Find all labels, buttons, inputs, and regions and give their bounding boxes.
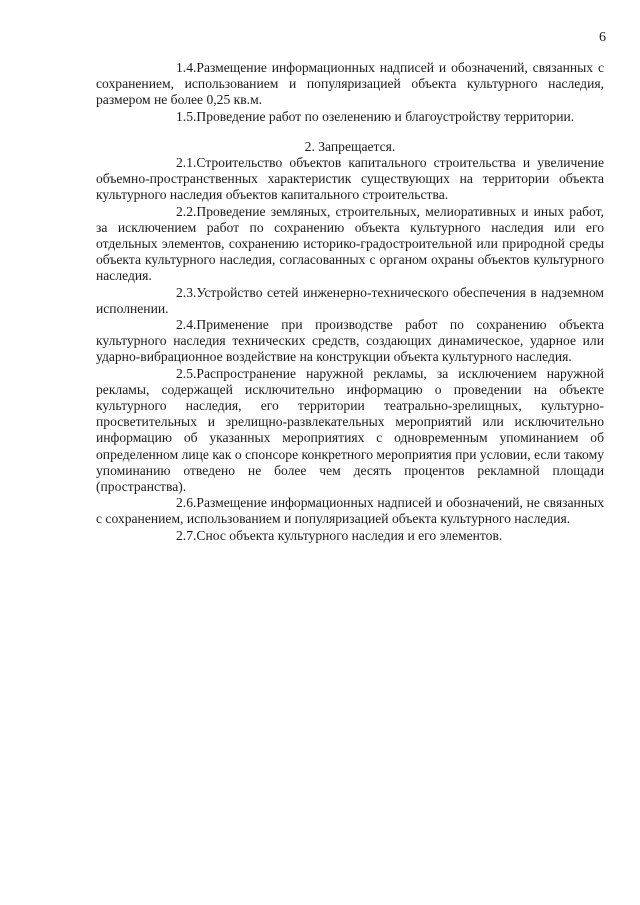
item-text: Применение при производстве работ по сохранению объекта культурного наследия технических средств, создающих динамическое, ударное или ударно-вибрационное воздействие на конструкции объекта культурного наследия. [96, 317, 604, 365]
item-number: 1.4. [176, 60, 197, 75]
list-item-1-5 [96, 109, 604, 125]
item-text: Устройство сетей инженерно-технического обеспечения в надземном исполнении. [96, 284, 604, 316]
item-number: 2.2. [176, 203, 197, 219]
item-text: Размещение информационных надписей и обозначений, связанных с сохранением, использованием и популяризацией объекта культурного наследия, размером не более 0,25 кв.м. [96, 60, 604, 108]
item-number: 2.3. [176, 284, 197, 300]
item-number: 2.4. [176, 317, 197, 333]
section-heading: 2. Запрещается. [304, 138, 396, 154]
list-item-1-4 [96, 60, 604, 109]
list-item-2-3 [96, 285, 604, 317]
item-text: Снос объекта культурного наследия и его элементов. [196, 527, 503, 543]
item-number: 2.7. [176, 527, 197, 543]
item-text: Проведение земляных, строительных, мелиоративных и иных работ, за исключением работ по сохранению объекта культурного наследия или его отдельных элементов, сохранению историко-градостроительной или природной среды объекта культурного наследия, согласованных с органом охраны объектов культурного наследия. [96, 203, 604, 284]
item-text: Строительство объектов капитального строительства и увеличение объемно-пространственных характеристик существующих на территории объекта культурного наследия объектов капитального строительства. [96, 155, 604, 203]
item-text: Распространение наружной рекламы, за исключением наружной рекламы, содержащей исключительно информацию о проведении на объекте культурного наследия, его территории театрально-зрелищных, культурно-просветительных и зрелищно-развлекательных мероприятий или исключительно информацию об указанных мероприятиях с одновременным упоминанием об определенном лице как о спонсоре конкретного мероприятия при условии, если такому упоминанию отведено не более чем десять процентов рекламной площади (пространства). [96, 365, 604, 495]
document-body [96, 60, 604, 544]
item-number: 2.6. [176, 495, 197, 511]
page-number: 6 [599, 30, 606, 45]
list-item-2-5 [96, 366, 604, 496]
list-item-2-6 [96, 495, 604, 527]
item-text: Размещение информационных надписей и обозначений, не связанных с сохранением, использованием и популяризацией объекта культурного наследия. [96, 495, 604, 527]
item-text: Проведение работ по озеленению и благоустройству территории. [196, 108, 575, 124]
list-item-2-2 [96, 204, 604, 285]
list-item-2-1 [96, 155, 604, 204]
item-number: 2.1. [176, 155, 197, 171]
item-number: 1.5. [176, 108, 197, 124]
item-number: 2.5. [176, 365, 197, 381]
list-item-2-7 [96, 528, 604, 544]
list-item-2-4 [96, 317, 604, 366]
